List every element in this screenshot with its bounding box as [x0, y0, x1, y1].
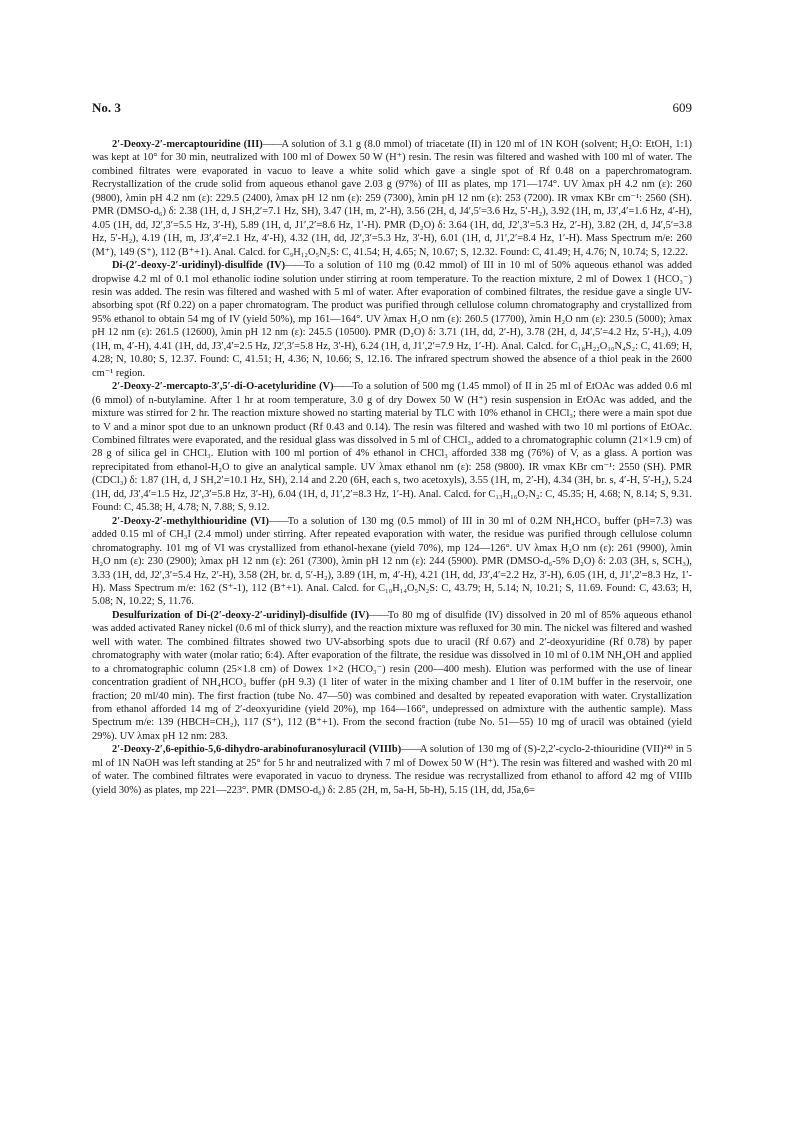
paragraph-body: To a solution of 500 mg (1.45 mmol) of II in 25 ml of EtOAc was added 0.6 ml (6 mmol) of n-butylamine. After 1 hr at room temperature, 3.0 g of dry Dowex 50 W (H⁺) resin suspension in EtOAc was added, and the mixture was stirred for 2 hr. The reaction mixture showed no starting material by TLC with 10% ethanol in CHCl₃; there were a main spot due to V and a minor spot due to an unknown product (Rf 0.43 and 0.14). The resin was filtered and washed with two 10 ml portions of EtOAc. Combined filtrates were evaporated, and the residual glass was dissolved in 5 ml of CHCl₃, added to a chromatographic column (21×1.9 cm) of 28 g of silica gel in CHCl₃. Elution with 100 ml portion of 4% ethanol in CHCl₃ afforded 338 mg (76%) of V, as a glass. A portion was reprecipitated from ethanol-H₂O to give an analytical sample. UV λmax ethanol nm (ε): 258 (9800). IR νmax KBr cm⁻¹: 2550 (SH). PMR (CDCl₃) δ: 1.87 (1H, d, J SH,2′=10.1 Hz, SH), 2.14 and 2.20 (6H, each s, two acetoxyls), 3.55 (1H, m, 2′-H), 4.34 (3H, br. s, 4′-H, 5′-H₂), 5.24 (1H, dd, J3′,4′=1.5 Hz, J2′,3′=5.8 Hz, 3′-H), 6.04 (1H, d, J1′,2′=8.3 Hz, 1′-H). Anal. Calcd. for C₁₃H₁₆O₇N₂: C, 45.35; H, 4.68; N, 8.14; S, 9.31. Found: C, 45.38; H, 4.78; N, 7.88; S, 9.12.	[92, 381, 692, 514]
paragraph-title: 2′-Deoxy-2′,6-epithio-5,6-dihydro-arabinofuranosyluracil (VIIIb)	[112, 744, 402, 756]
title-separator: ——	[333, 381, 353, 393]
paragraph-title: Desulfurization of Di-(2′-deoxy-2′-uridinyl)-disulfide (IV)	[112, 609, 370, 621]
paragraph-epithio	[92, 743, 692, 797]
paragraph-body: To a solution of 110 mg (0.42 mmol) of III in 10 ml of 50% aqueous ethanol was added dropwise 4.2 ml of 0.1 mol ethanolic iodine solution under stirring at room temperature. To the reaction mixture, 2 ml of Dowex 1 (HCO₃⁻) resin was added. The resin was filtered and washed with 5 ml of water. After evaporation of combined filtrates, the residue gave a single UV-absorbing spot (Rf 0.22) on a paper chromatogram. The product was purified through cellulose column chromatography and crystallized from 95% ethanol to obtain 54 mg of IV (yield 50%), mp 161—164°. UV λmax H₂O nm (ε): 260.5 (17700), λmin H₂O nm (ε): 230.5 (5000); λmax pH 12 nm (ε): 261.5 (12600), λmin pH 12 nm (ε): 245.5 (10500). PMR (D₂O) δ: 3.71 (1H, dd, 2′-H), 3.78 (2H, d, J4′,5′=4.2 Hz, 5′-H₂), 4.09 (1H, m, 4′-H), 4.41 (1H, dd, J3′,4′=2.5 Hz, J2′,3′=5.8 Hz, 3′-H), 6.24 (1H, d, J1′,2′=7.9 Hz, 1′-H). Anal. Calcd. for C₁₈H₂₂O₁₀N₄S₂: C, 41.69; H, 4.28; N, 10.80; S, 12.37. Found: C, 41.51; H, 4.36; N, 10.66; S, 12.16. The infrared spectrum showed the absence of a thiol peak in the 2600 cm⁻¹ region.	[92, 260, 693, 379]
title-separator: ——	[268, 515, 288, 527]
main-column	[92, 138, 692, 797]
paragraph-mercaptouridine	[92, 138, 692, 259]
paragraph-disulfide	[92, 259, 692, 380]
title-separator: ——	[262, 139, 282, 150]
page-header	[92, 100, 692, 120]
paragraph-body: A solution of 130 mg of (S)-2,2′-cyclo-2-thiouridine (VII)²⁴⁾ in 5 ml of 1N NaOH was left standing at 25° for 5 hr and neutralized with 7 ml of Dowex 50 W (H⁺). The resin was filtered and washed with 20 ml of water. The combined filtrates were evaporated in vacuo to dryness. The residue was recrystallized from ethanol to afford 42 mg of VIIIb (yield 30%) as plates, mp 221—223°. PMR (DMSO-d₆) δ: 2.85 (2H, m, 5a-H, 5b-H), 5.15 (1H, dd, J5a,6=	[92, 744, 692, 796]
title-separator: ——	[401, 744, 420, 756]
issue-number: No. 3	[92, 100, 121, 115]
paragraph-body: To 80 mg of disulfide (IV) dissolved in 20 ml of 85% aqueous ethanol was added activated Raney nickel (0.6 ml of thick slurry), and the reaction mixture was refluxed for 30 min. The nickel was filtered and washed well with water. The combined filtrates showed two UV-absorbing spots due to uracil (Rf 0.67) and 2′-deoxyuridine (Rf 0.78) by paper chromatography with water (molar ratio; 6:4). After evaporation of the filtrate, the residue was dissolved in 10 ml of 0.1M NH₄OH and applied to a chromatographic column (25×1.8 cm) of Dowex 1×2 (HCO₃⁻) resin (200—400 mesh). Elution was performed with the use of linear concentration gradient of NH₄HCO₃ buffer (pH 9.3) (1 liter of water in the mixing chamber and 1 liter of 0.1M buffer in the reservoir, one fraction; 20 ml/40 min). The first fraction (tube No. 47—50) was combined and desalted by repeated evaporation with water. Crystallization from ethanol afforded 14 mg of 2′-deoxyuridine (yield 20%), mp 164—166°, undepressed on admixture with the authentic sample). Mass Spectrum m/e: 139 (HBCH=CH₂), 117 (S⁺), 112 (B⁺+1). From the second fraction (tube No. 51—55) 10 mg of uracil was obtained (yield 29%). UV λmax pH 12 nm: 283.	[92, 609, 692, 742]
paragraph-desulfurization	[92, 609, 692, 744]
paragraph-title: Di-(2′-deoxy-2′-uridinyl)-disulfide (IV)	[112, 260, 286, 272]
paragraph-methylthiouridine	[92, 515, 692, 609]
paragraph-title: 2′-Deoxy-2′-methylthiouridine (VI)	[112, 515, 269, 527]
title-separator: ——	[285, 260, 304, 272]
paragraph-title: 2′-Deoxy-2′-mercaptouridine (III)	[112, 139, 263, 150]
paragraph-diacetyluridine	[92, 380, 692, 515]
paragraph-body: To a solution of 130 mg (0.5 mmol) of III in 30 ml of 0.2M NH₄HCO₃ buffer (pH=7.3) was added 0.15 ml of CH₃I (2.4 mmol) under stirring. After repeated evaporation with water, the residue was purified through cellulose column chromatography. 101 mg of VI was crystallized from ethanol-hexane (yield 70%), mp 124—126°. UV λmax H₂O nm (ε): 261 (9900), λmin H₂O nm (ε): 230 (2900); λmax pH 12 nm (ε): 261 (7300), λmin pH 12 nm (ε): 244 (5900). PMR (DMSO-d₆-5% D₂O) δ: 2.03 (3H, s, SCH₃), 3.33 (1H, dd, J2′,3′=5.4 Hz, 2′-H), 3.58 (2H, br. d, 5′-H₂), 3.89 (1H, m, 4′-H), 4.21 (1H, dd, J3′,4′=2.2 Hz, 3′-H), 6.05 (1H, d, J1′,2′=8.3 Hz, 1′-H). Mass Spectrum m/e: 162 (S⁺-1), 112 (B⁺+1). Anal. Calcd. for C₁₀H₁₄O₅N₂S: C, 43.79; H, 5.14; N, 10.21; S, 11.69. Found: C, 43.63; H, 5.08; N, 10.22; S, 11.76.	[92, 515, 692, 608]
page-number: 609	[672, 100, 692, 115]
paragraph-title: 2′-Deoxy-2′-mercapto-3′,5′-di-O-acetyluridine (V)	[112, 381, 334, 393]
title-separator: ——	[369, 609, 388, 621]
paragraph-body: A solution of 3.1 g (8.0 mmol) of triacetate (II) in 120 ml of 1N KOH (solvent; H₂O: EtOH, 1:1) was kept at 10° for 30 min, neutralized with 100 ml of Dowex 50 W (H⁺) resin. The resin was filtered and washed with 100 ml of water. The combined filtrates were evaporated in vacuo to leave a white solid which gave a single spot of Rf 0.48 on a paperchromatogram. Recrystallization of the crude solid from aqueous ethanol gave 2.03 g (97%) of III as plates, mp 171—174°. UV λmax pH 4.2 nm (ε): 260 (9800), λmin pH 4.2 nm (ε): 229.5 (2400), λmax pH 12 nm (ε): 259 (7300), λmin pH 12 nm (ε): 253 (7200). IR νmax KBr cm⁻¹: 2560 (SH). PMR (DMSO-d₆) δ: 2.38 (1H, d, J SH,2′=7.1 Hz, SH), 3.47 (1H, m, 2′-H), 3.56 (2H, d, J4′,5′=3.6 Hz, 5′-H₂), 3.92 (1H, m, J3′,4′=1.6 Hz, 4′-H), 4.05 (1H, dd, J2′,3′=5.5 Hz, 3′-H), 5.89 (1H, d, J1′,2′=8.6 Hz, 1′-H). PMR (D₂O) δ: 3.64 (1H, dd, J2′,3′=5.3 Hz, 2′-H), 3.82 (2H, d, J4′,5′=3.8 Hz, 5′-H₂), 4.19 (1H, m, J3′,4′=2.1 Hz, 4′-H), 4.32 (1H, dd, J2′,3′=5.3 Hz, 3′-H), 6.01 (1H, d, J1′,2′=8.4 Hz, 1′-H). Mass Spectrum m/e: 260 (M⁺), 149 (S⁺), 112 (B⁺+1). Anal. Calcd. for C₉H₁₂O₅N₂S: C, 41.54; H, 4.65; N, 10.67; S, 12.32. Found: C, 41.49; H, 4.76; N, 10.74; S, 12.22.	[92, 139, 692, 258]
